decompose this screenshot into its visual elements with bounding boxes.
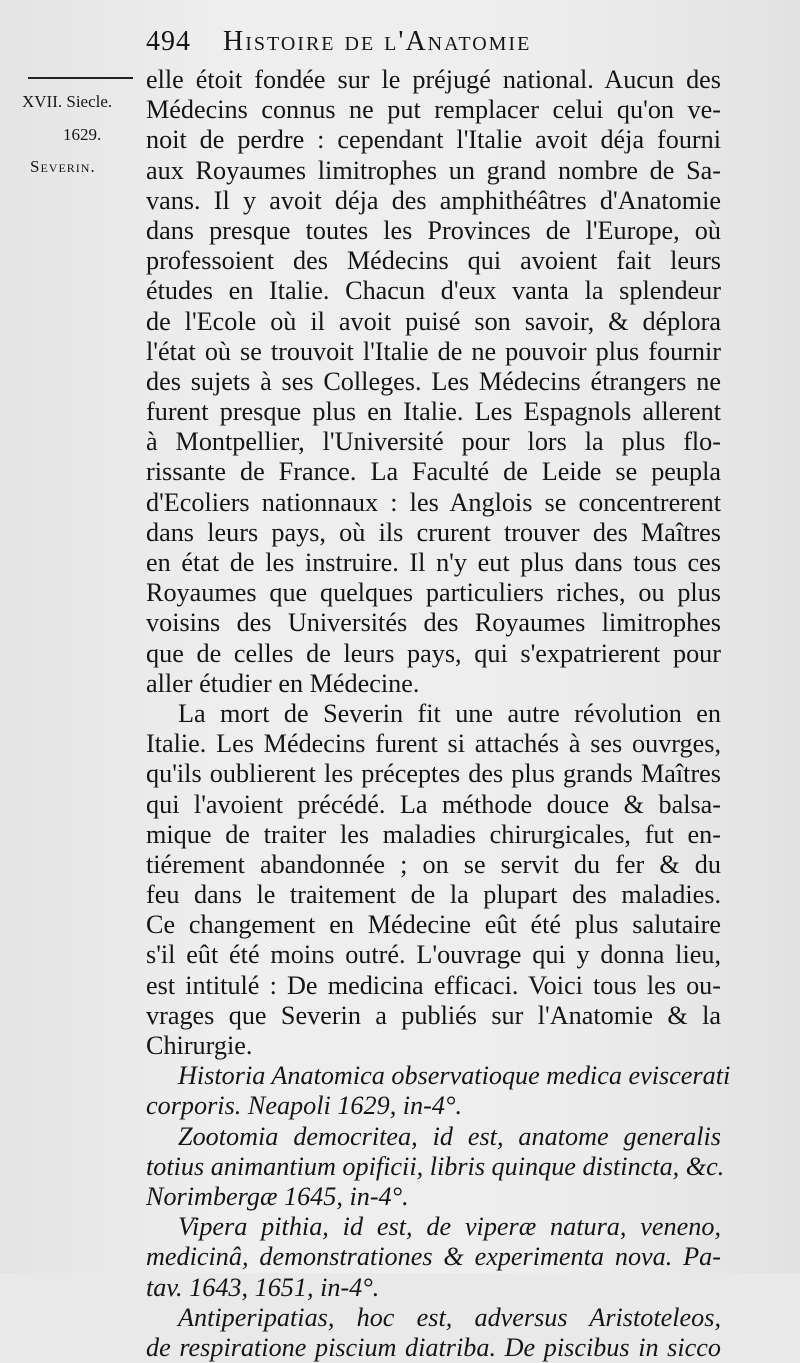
text-line: Royaumes que quelques particuliers riches, ou plus	[146, 578, 721, 608]
page-number: 494	[146, 26, 191, 57]
text-line: rissante de France. La Faculté de Leide se peupla	[146, 457, 721, 487]
page-header	[146, 26, 531, 58]
work-line: Antiperipatias, hoc est, adversus Aristoteleos,	[178, 1302, 721, 1332]
text-line: vrages que Severin a publiés sur l'Anatomie & la	[146, 1000, 721, 1030]
work-line: Norimbergæ 1645, in-4°.	[146, 1181, 409, 1211]
margin-rule	[28, 77, 133, 79]
text-line: aux Royaumes limitrophes un grand nombre de Sa-	[146, 155, 721, 185]
text-line: l'état où se trouvoit l'Italie de ne pouvoir plus fournir	[146, 336, 721, 366]
work-line: medicinâ, demonstrationes & experimenta nova. Pa-	[146, 1242, 721, 1272]
text-line: vans. Il y avoit déja des amphithéâtres d'Anatomie	[146, 185, 721, 215]
text-line: Italie. Les Médecins furent si attachés à ses ouvrges,	[146, 729, 721, 759]
text-line: que de celles de leurs pays, qui s'expatrierent pour	[146, 638, 721, 668]
work-entry	[146, 1303, 721, 1363]
work-line: tav. 1643, 1651, in-4°.	[146, 1272, 380, 1302]
work-entry	[146, 1121, 725, 1213]
work-line: Zootomia democritea, id est, anatome generalis	[178, 1121, 721, 1151]
text-line: est intitulé : De medicina efficaci. Voici tous les ou-	[146, 970, 721, 1000]
text-line: aller étudier en Médecine.	[146, 668, 420, 698]
work-line: totius animantium opificii, libris quinque distincta, &c.	[146, 1151, 725, 1181]
text-line: voisins des Universités des Royaumes limitrophes	[146, 608, 721, 638]
work-entry	[146, 1212, 721, 1303]
text-line: dans presque toutes les Provinces de l'Europe, où	[146, 215, 721, 245]
works-list	[146, 1061, 731, 1363]
text-line: des sujets à ses Colleges. Les Médecins étrangers ne	[146, 366, 721, 396]
body-text	[146, 65, 731, 1363]
text-line: La mort de Severin fit une autre révolution en	[178, 698, 721, 728]
work-line: de respiratione piscium diatriba. De piscibus in sicco	[146, 1332, 721, 1362]
text-line: s'il eût été moins outré. L'ouvrage qui y donna lieu,	[146, 940, 721, 970]
margin-note-century: XVII. Siecle.	[22, 92, 113, 111]
text-line: Chirurgie.	[146, 1031, 253, 1060]
work-entry	[146, 1061, 731, 1121]
margin-note-year: 1629.	[63, 125, 102, 144]
text-line: qu'ils oublierent les préceptes des plus grands Maîtres	[146, 759, 721, 789]
text-line: de l'Ecole où il avoit puisé son savoir, & déplora	[146, 306, 721, 336]
text-line: qui l'avoient précédé. La méthode douce & balsa-	[146, 789, 721, 819]
text-line: en état de les instruire. Il n'y eut plus dans tous ces	[146, 548, 721, 577]
text-line: dans leurs pays, où ils crurent trouver des Maîtres	[146, 517, 721, 547]
text-line: noit de perdre : cependant l'Italie avoit déja fourni	[146, 125, 721, 155]
text-line: feu dans le traitement de la plupart des maladies.	[146, 880, 721, 910]
margin-note-name: Severin.	[30, 157, 96, 176]
text-line: Médecins connus ne put remplacer celui qu'on ve-	[146, 95, 721, 125]
text-line: professoient des Médecins qui avoient fait leurs	[146, 246, 721, 276]
work-line: corporis. Neapoli 1629, in-4°.	[146, 1091, 462, 1121]
text-line: elle étoit fondée sur le préjugé national. Aucun des	[146, 65, 721, 94]
paragraph-1	[146, 65, 721, 699]
text-line: à Montpellier, l'Université pour lors la plus flo-	[146, 427, 721, 457]
text-line: furent presque plus en Italie. Les Espagnols allerent	[146, 397, 721, 427]
running-title: Histoire de l'Anatomie	[223, 26, 532, 57]
paragraph-2	[146, 699, 721, 1061]
text-line: études en Italie. Chacun d'eux vanta la splendeur	[146, 276, 721, 306]
text-line: tiérement abandonnée ; on se servit du fer & du	[146, 849, 721, 879]
text-line: d'Ecoliers nationnaux : les Anglois se concentrerent	[146, 487, 721, 517]
text-line: Ce changement en Médecine eût été plus salutaire	[146, 910, 721, 940]
work-line: Historia Anatomica observatioque medica eviscerati	[178, 1061, 731, 1091]
text-line: mique de traiter les maladies chirurgicales, fut en-	[146, 819, 721, 849]
work-line: Vipera pithia, id est, de viperæ natura, veneno,	[178, 1212, 721, 1242]
